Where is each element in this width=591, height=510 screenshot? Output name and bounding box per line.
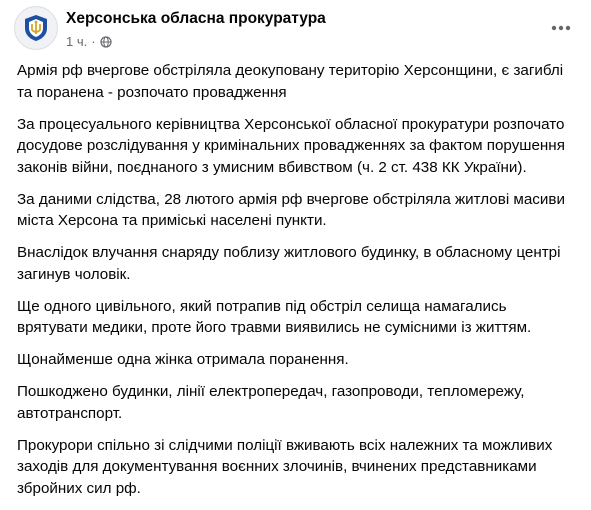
page-name-link[interactable]: Херсонська обласна прокуратура	[66, 10, 326, 27]
prosecutor-emblem-icon	[21, 13, 51, 43]
post-header	[14, 6, 577, 54]
post-paragraph-4: Внаслідок влучання снаряду поблизу житлового будинку, в обласному центрі загинув чоловік.	[17, 244, 561, 283]
page-avatar[interactable]	[14, 6, 58, 50]
post-paragraph-6: Щонайменше одна жінка отримала поранення.	[17, 351, 349, 368]
more-dots-icon	[551, 25, 571, 31]
post-paragraph-8: Прокурори спільно зі слідчими поліції вживають всіх належних та можливих заходів для документування воєнних злочинів, вчинених представниками збройних сил рф.	[17, 436, 553, 497]
post-paragraph-3: За даними слідства, 28 лютого армія рф вчергове обстріляла житлові масиви міста Херсона та приміські населені пункти.	[17, 190, 565, 229]
post-paragraph-2: За процесуального керівництва Херсонської обласної прокуратури розпочато досудове розслідування у кримінальних провадженнях за фактом порушення законів війни, поєднаного з умисним вбивством (ч. 2 ст. 438 КК України).	[17, 115, 565, 176]
post-timestamp[interactable]: 1 ч.	[66, 34, 88, 49]
globe-icon[interactable]	[100, 36, 112, 48]
post-body	[17, 60, 575, 510]
post-paragraph-7: Пошкоджено будинки, лінії електропередач, газопроводи, тепломережу, автотранспорт.	[17, 383, 525, 422]
post-paragraph-5: Ще одного цивільного, який потрапив під обстріл селища намагались врятувати медики, проте його травми виявились не сумісними із життям.	[17, 297, 532, 336]
post-meta	[66, 34, 112, 49]
more-options-button[interactable]	[547, 14, 575, 42]
meta-separator: ·	[91, 34, 96, 49]
post-paragraph-1: Армія рф вчергове обстріляла деокуповану територію Херсонщини, є загиблі та поранена - розпочато провадження	[17, 62, 564, 101]
